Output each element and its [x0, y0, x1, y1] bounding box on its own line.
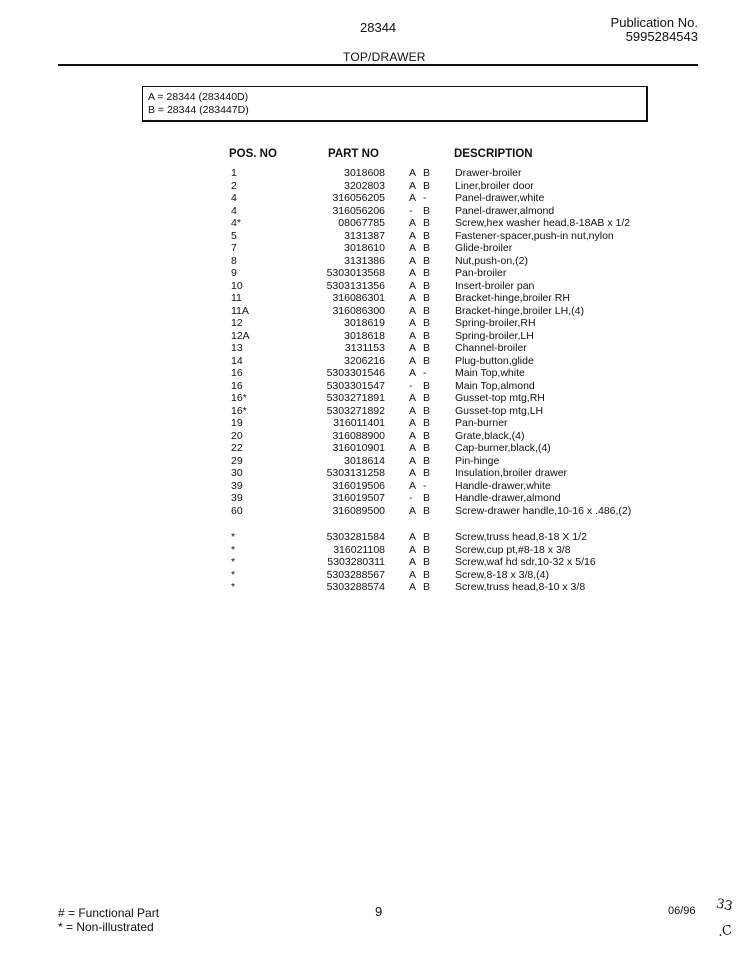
position-number: 2	[231, 179, 237, 192]
part-number: 316056205	[332, 192, 385, 204]
model-a-flag: A	[409, 568, 417, 581]
table-row	[0, 242, 750, 255]
part-number: 08067785	[338, 217, 385, 229]
part-description: Channel-broiler	[455, 342, 527, 354]
model-key-box	[142, 86, 648, 122]
part-number: 3131386	[344, 254, 385, 267]
part-number: 316086300	[332, 304, 385, 317]
table-row	[0, 180, 750, 193]
model-b-flag: B	[423, 454, 431, 467]
model-a-flag: -	[409, 492, 413, 504]
part-description: Screw,truss head,8-18 X 1/2	[455, 531, 587, 543]
part-description: Spring-broiler,LH	[455, 329, 534, 342]
model-a-flag: A	[409, 417, 417, 429]
model-a-flag: A	[409, 329, 417, 342]
model-b-flag: B	[423, 242, 431, 254]
table-row	[0, 380, 750, 393]
position-number: 39	[231, 492, 243, 504]
table-row	[0, 192, 750, 205]
model-b-flag: B	[423, 354, 431, 367]
table-row	[0, 581, 750, 594]
part-number: 5303288567	[326, 568, 385, 581]
part-number: 3018618	[344, 329, 385, 342]
publication-number: 5995284543	[625, 29, 698, 44]
part-number: 5303288574	[326, 581, 385, 593]
model-b-flag: B	[423, 404, 431, 417]
part-description: Pan-burner	[455, 417, 508, 429]
position-number: 14	[231, 354, 243, 367]
position-number: 20	[231, 429, 243, 442]
position-number: 16	[231, 367, 243, 379]
part-number: 316089500	[332, 504, 385, 517]
table-row	[0, 255, 750, 268]
model-b-flag: B	[423, 204, 431, 217]
model-b-flag: B	[423, 304, 431, 317]
position-number: 7	[231, 242, 237, 254]
revision-date: 06/96	[668, 905, 696, 917]
model-a-flag: A	[409, 254, 417, 267]
table-row	[0, 442, 750, 455]
part-description: Handle-drawer,white	[455, 479, 551, 492]
part-number: 5303271892	[326, 404, 385, 417]
model-a-flag: A	[409, 217, 417, 229]
model-a-flag: A	[409, 429, 417, 442]
position-number: 22	[231, 442, 243, 454]
position-number: 16*	[231, 404, 247, 417]
model-a-flag: A	[409, 229, 417, 242]
model-a-flag: A	[409, 192, 417, 204]
part-description: Main Top,almond	[455, 379, 535, 392]
part-number: 3206216	[344, 354, 385, 367]
position-number: *	[231, 581, 236, 593]
position-number: 12A	[231, 329, 250, 342]
model-b-flag: B	[423, 217, 431, 229]
model-b-flag: B	[423, 417, 431, 429]
table-row	[0, 280, 750, 293]
model-b-flag: B	[423, 254, 431, 267]
part-description: Screw,8-18 x 3/8,(4)	[455, 568, 549, 581]
position-number: *	[231, 531, 236, 543]
model-a-flag: A	[409, 267, 417, 279]
table-row	[0, 267, 750, 280]
part-description: Panel-drawer,white	[455, 192, 545, 204]
model-a-flag: A	[409, 504, 417, 517]
legend-non-illustrated: * = Non-illustrated	[58, 920, 154, 934]
part-number: 5303131258	[326, 467, 385, 479]
model-b-flag: B	[423, 504, 431, 517]
table-row	[0, 480, 750, 493]
position-number: *	[231, 543, 236, 556]
position-number: 4	[231, 204, 237, 217]
part-number: 316010901	[332, 442, 385, 454]
part-description: Bracket-hinge,broiler LH,(4)	[455, 304, 584, 317]
part-description: Screw,cup pt,#8-18 x 3/8	[455, 543, 571, 556]
part-description: Fastener-spacer,push-in nut,nylon	[455, 229, 614, 242]
position-number: 4*	[231, 217, 241, 229]
model-a-flag: A	[409, 304, 417, 317]
part-number: 5303013568	[326, 267, 385, 279]
table-row	[0, 505, 750, 518]
position-number: 11	[231, 292, 242, 304]
part-number: 3018619	[344, 317, 385, 329]
table-row	[0, 355, 750, 368]
position-number: 29	[231, 454, 243, 467]
part-description: Spring-broiler,RH	[455, 317, 536, 329]
position-number: 12	[231, 317, 243, 329]
model-a-flag: -	[409, 204, 413, 217]
position-number: 16*	[231, 392, 247, 404]
model-b-flag: B	[423, 279, 431, 292]
model-b-flag: B	[423, 379, 431, 392]
part-number: 5303131356	[326, 279, 385, 292]
part-number: 3131387	[344, 229, 385, 242]
position-number: 16	[231, 379, 243, 392]
model-b-flag: B	[423, 167, 431, 179]
column-header-description: DESCRIPTION	[454, 148, 533, 160]
part-description: Bracket-hinge,broiler RH	[455, 292, 570, 304]
part-number: 3018608	[344, 167, 385, 179]
model-b-flag: B	[423, 392, 431, 404]
table-row	[0, 367, 750, 380]
model-a-flag: A	[409, 279, 417, 292]
row-spacer	[0, 517, 750, 531]
model-b-flag: B	[423, 531, 431, 543]
model-a-flag: A	[409, 556, 417, 568]
model-a-flag: A	[409, 442, 417, 454]
handwritten-mark: .C	[717, 923, 734, 940]
table-row	[0, 305, 750, 318]
part-description: Screw,hex washer head,8-18AB x 1/2	[455, 217, 631, 229]
position-number: 39	[231, 479, 243, 492]
table-row	[0, 205, 750, 218]
part-number: 5303280311	[327, 556, 385, 568]
parts-list	[0, 167, 750, 594]
model-b-flag: B	[423, 329, 431, 342]
model-a-flag: A	[409, 543, 417, 556]
position-number: 19	[231, 417, 243, 429]
part-number: 3131153	[344, 342, 385, 354]
position-number: 4	[231, 192, 237, 204]
model-b-flag: -	[423, 192, 427, 204]
model-a-flag: -	[409, 379, 413, 392]
model-b-flag: B	[423, 568, 431, 581]
model-a-flag: A	[409, 342, 417, 354]
model-a-flag: A	[409, 354, 417, 367]
position-number: *	[231, 556, 236, 568]
position-number: 1	[231, 167, 237, 179]
table-row	[0, 544, 750, 557]
model-number: 28344	[360, 20, 397, 35]
legend-functional-part: # = Functional Part	[58, 906, 160, 920]
model-a-flag: A	[409, 479, 417, 492]
table-row	[0, 492, 750, 505]
section-title: TOP/DRAWER	[343, 50, 426, 64]
part-number: 5303301546	[326, 367, 385, 379]
part-description: Insulation,broiler drawer	[455, 467, 568, 479]
model-a-flag: A	[409, 179, 417, 192]
part-description: Gusset-top mtg,LH	[455, 404, 544, 417]
model-b-flag: B	[423, 317, 431, 329]
table-row	[0, 167, 750, 180]
part-number: 5303301547	[326, 379, 385, 392]
table-row	[0, 569, 750, 582]
model-b-flag: B	[423, 492, 431, 504]
model-a-flag: A	[409, 392, 417, 404]
model-b-flag: -	[423, 479, 427, 492]
part-number: 3202803	[344, 179, 385, 192]
part-description: Cap-burner,black,(4)	[455, 442, 551, 454]
table-row	[0, 405, 750, 418]
table-row	[0, 430, 750, 443]
part-description: Drawer-broiler	[455, 167, 522, 179]
part-number: 316019507	[332, 492, 385, 504]
model-b-flag: B	[423, 229, 431, 242]
part-number: 316021108	[333, 543, 385, 556]
publication-label: Publication No.	[610, 15, 698, 30]
model-key-b: B = 28344 (283447D)	[148, 104, 249, 116]
table-row	[0, 556, 750, 569]
table-row	[0, 467, 750, 480]
part-description: Gusset-top mtg,RH	[455, 392, 545, 404]
part-number: 3018610	[344, 242, 385, 254]
table-row	[0, 392, 750, 405]
model-a-flag: A	[409, 167, 417, 179]
model-a-flag: A	[409, 531, 417, 543]
part-number: 316088900	[332, 429, 385, 442]
model-b-flag: B	[423, 429, 431, 442]
model-a-flag: A	[409, 367, 417, 379]
part-number: 5303281584	[326, 531, 385, 543]
part-description: Panel-drawer,almond	[455, 204, 555, 217]
handwritten-mark: 33	[714, 896, 734, 915]
table-row	[0, 330, 750, 343]
table-row	[0, 342, 750, 355]
part-description: Liner,broiler door	[455, 179, 534, 192]
part-number: 5303271891	[326, 392, 385, 404]
position-number: 9	[231, 267, 237, 279]
table-row	[0, 317, 750, 330]
table-row	[0, 292, 750, 305]
table-row	[0, 531, 750, 544]
part-description: Screw,truss head,8-10 x 3/8	[455, 581, 586, 593]
part-number: 316019506	[332, 479, 385, 492]
part-description: Plug-button,glide	[455, 354, 534, 367]
model-b-flag: B	[423, 556, 431, 568]
part-description: Pan-broiler	[455, 267, 507, 279]
position-number: 60	[231, 504, 243, 517]
column-header-pos: POS. NO	[229, 148, 277, 160]
model-a-flag: A	[409, 404, 417, 417]
part-number: 316056206	[332, 204, 385, 217]
part-number: 316011401	[333, 417, 385, 429]
table-row	[0, 455, 750, 468]
part-description: Pin-hinge	[455, 454, 500, 467]
table-row	[0, 417, 750, 430]
model-b-flag: B	[423, 267, 431, 279]
position-number: 30	[231, 467, 243, 479]
part-description: Nut,push-on,(2)	[455, 254, 528, 267]
part-description: Screw,waf hd sdr,10-32 x 5/16	[455, 556, 596, 568]
position-number: *	[231, 568, 236, 581]
model-a-flag: A	[409, 242, 417, 254]
model-b-flag: B	[423, 179, 431, 192]
part-description: Screw-drawer handle,10-16 x .486,(2)	[455, 504, 632, 517]
model-a-flag: A	[409, 317, 417, 329]
page-number: 9	[375, 904, 383, 919]
model-key-a: A = 28344 (283440D)	[148, 91, 249, 103]
model-a-flag: A	[409, 581, 417, 593]
position-number: 13	[231, 342, 243, 354]
table-row	[0, 230, 750, 243]
part-description: Main Top,white	[455, 367, 525, 379]
model-b-flag: B	[423, 543, 431, 556]
model-a-flag: A	[409, 467, 417, 479]
model-a-flag: A	[409, 454, 417, 467]
part-description: Grate,black,(4)	[455, 429, 525, 442]
model-b-flag: -	[423, 367, 427, 379]
column-header-part: PART NO	[328, 148, 379, 160]
position-number: 10	[231, 279, 243, 292]
position-number: 11A	[231, 304, 249, 317]
part-description: Handle-drawer,almond	[455, 492, 561, 504]
model-a-flag: A	[409, 292, 417, 304]
position-number: 8	[231, 254, 237, 267]
position-number: 5	[231, 229, 237, 242]
table-row	[0, 217, 750, 230]
part-number: 316086301	[332, 292, 385, 304]
part-number: 3018614	[344, 454, 385, 467]
model-b-flag: B	[423, 292, 431, 304]
model-b-flag: B	[423, 581, 431, 593]
part-description: Insert-broiler pan	[455, 279, 535, 292]
model-b-flag: B	[423, 467, 431, 479]
part-description: Glide-broiler	[455, 242, 513, 254]
model-b-flag: B	[423, 442, 431, 454]
model-b-flag: B	[423, 342, 431, 354]
header-rule	[58, 64, 698, 66]
